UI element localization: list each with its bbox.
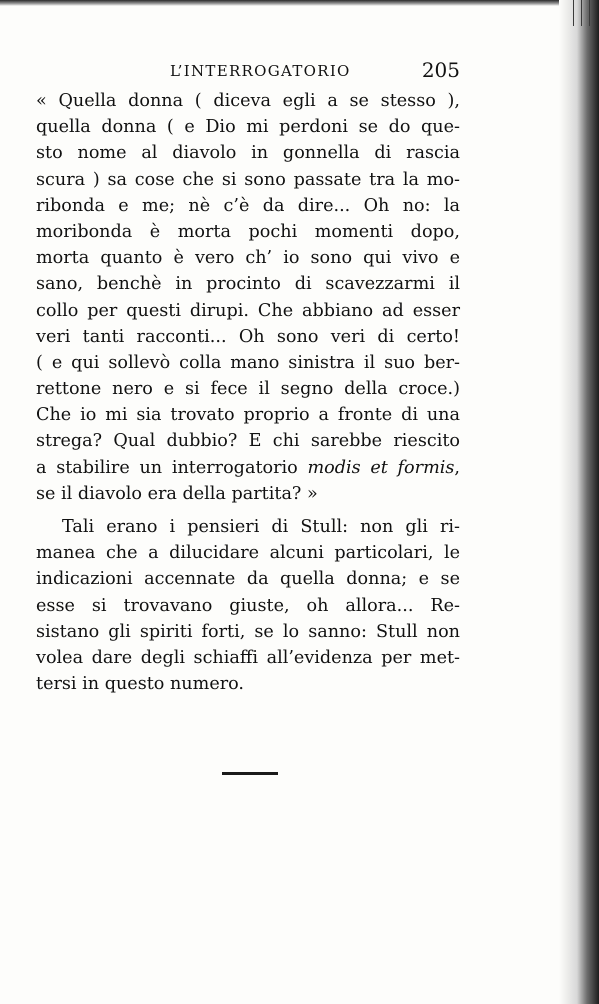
page-number: 205 (421, 58, 460, 82)
text-line: « Quella donna ( diceva egli a se stesso ), (36, 91, 460, 111)
text-line: volea dare degli schiaffi all’evidenza per met- (36, 647, 460, 668)
text-line: indicazioni accennate da quella donna; e se (36, 569, 460, 590)
running-head: L’INTERROGATORIO (170, 62, 351, 80)
paragraph-gap (36, 507, 460, 514)
text-line: se il diavolo era della partita? » (36, 483, 318, 504)
text-line: morta quanto è vero ch’ io sono qui vivo e (36, 248, 460, 269)
text-line: manea che a dilucidare alcuni particolari, le (36, 543, 460, 564)
text-line: sto nome al diavolo in gonnella di rascia (36, 143, 460, 164)
text-run: , (454, 457, 460, 478)
text-line: ribonda e me; nè c’è da dire... Oh no: la (36, 195, 460, 216)
italic-phrase: modis et formis (307, 457, 455, 478)
text-line: scura ) sa cose che si sono passate tra la mo- (36, 169, 460, 190)
text-line: Che io mi sia trovato proprio a fronte di una (36, 405, 460, 426)
text-line: rettone nero e si fece il segno della croce.) (36, 379, 460, 400)
text-line: Tali erano i pensieri di Stull: non gli ri- (62, 517, 460, 537)
page-header (30, 58, 460, 88)
text-line: veri tanti racconti... Oh sono veri di certo! (36, 326, 460, 347)
text-line: ( e qui sollevò colla mano sinistra il suo ber- (36, 352, 460, 373)
text-line: collo per questi dirupi. Che abbiano ad esser (36, 300, 460, 321)
paragraph-1 (36, 88, 460, 507)
paragraph-2 (36, 514, 460, 697)
text-line: sano, benchè in procinto di scavezzarmi il (36, 274, 460, 295)
body-text (36, 88, 460, 697)
text-line: quella donna ( e Dio mi perdoni se do que- (36, 117, 460, 138)
text-line-with-italic (36, 455, 460, 481)
page-top-shadow (0, 0, 599, 6)
text-line: sistano gli spiriti forti, se lo sanno: Stull non (36, 621, 460, 642)
text-line: esse si trovavano giuste, oh allora... Re- (36, 595, 460, 616)
page-right-edge (559, 0, 599, 1004)
text-line: tersi in questo numero. (36, 674, 245, 695)
text-run: a stabilire un interrogatorio (36, 457, 308, 478)
section-end-rule (222, 772, 278, 775)
text-line: strega? Qual dubbio? E chi sarebbe riescito (36, 431, 460, 452)
text-line: moribonda è morta pochi momenti dopo, (36, 221, 460, 242)
